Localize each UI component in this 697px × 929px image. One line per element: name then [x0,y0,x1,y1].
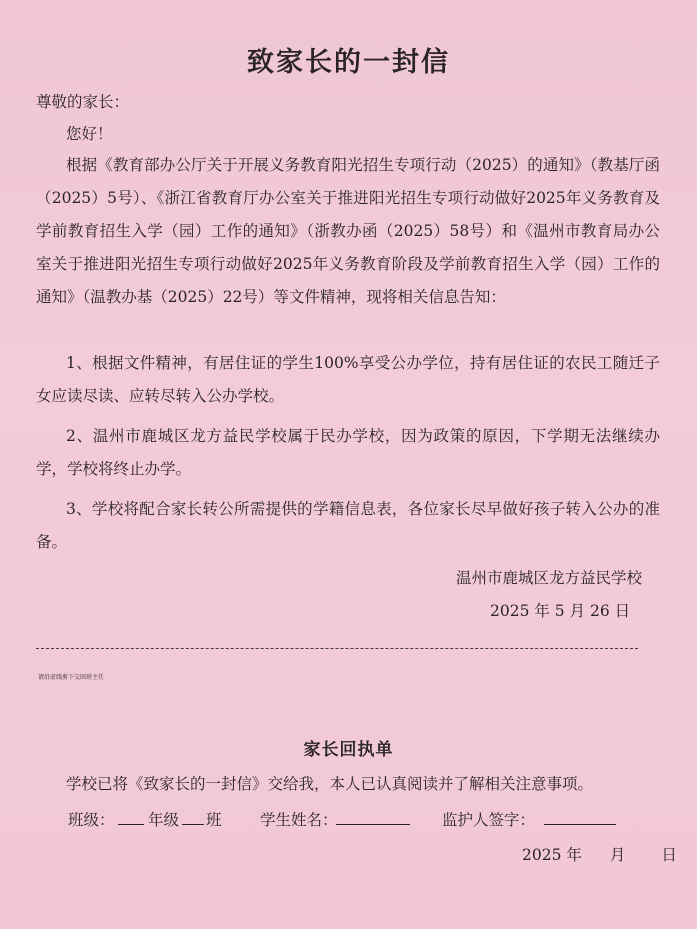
receipt-year: 2025 年 [522,846,582,864]
grade-label: 年级 [148,811,180,829]
class-suffix: 班 [206,811,222,829]
letter-title: 致家长的一封信 [247,47,450,78]
guardian-signature-label: 监护人签字： [442,811,536,829]
class-blank[interactable] [182,810,204,825]
cut-line [36,648,638,649]
student-name-blank[interactable] [336,810,410,825]
school-signature: 温州市鹿城区龙方益民学校 [456,569,643,587]
receipt-month: 月 [609,846,626,864]
grade-blank[interactable] [118,810,144,825]
point-2: 2、温州市鹿城区龙方益民学校属于民办学校，因为政策的原因，下学期无法继续办学，学校将终止办学。 [36,427,660,478]
greeting: 尊敬的家长： [36,93,130,111]
receipt-date [522,843,677,865]
receipt-fields [68,808,668,832]
receipt-day: 日 [661,846,677,864]
intro-paragraph: 根据《教育部办公厅关于开展义务教育阳光招生专项行动（2025）的通知》（教基厅函（2025）5号）、《浙江省教育厅办公室关于推进阳光招生专项行动做好2025年义务教育及学前教育招生入学（园）工作的通知》（浙教办函（2025）58号）和《温州市教育局办公室关于推进阳光招生专项行动做好2025年义务教育阶段及学前教育招生入学（园）工作的通知》（温教办基（2025）22号）等文件精神，现将相关信息告知： [36,156,660,306]
receipt-title: 家长回执单 [303,740,394,760]
point-3: 3、学校将配合家长转公所需提供的学籍信息表，各位家长尽早做好孩子转入公办的准备。 [36,500,660,551]
class-label: 班级： [68,811,115,829]
hello: 您好！ [66,125,113,143]
student-name-label: 学生姓名： [260,811,338,829]
cut-note: 请沿虚线剪下交回班主任 [38,674,105,681]
point-1: 1、根据文件精神，有居住证的学生100%享受公办学位，持有居住证的农民工随迁子女应读尽读、应转尽转入公办学校。 [36,354,660,405]
receipt-confirmation: 学校已将《致家长的一封信》交给我，本人已认真阅读并了解相关注意事项。 [66,775,594,793]
letter-date: 2025 年 5 月 26 日 [490,602,631,620]
guardian-signature-blank[interactable] [544,810,616,825]
